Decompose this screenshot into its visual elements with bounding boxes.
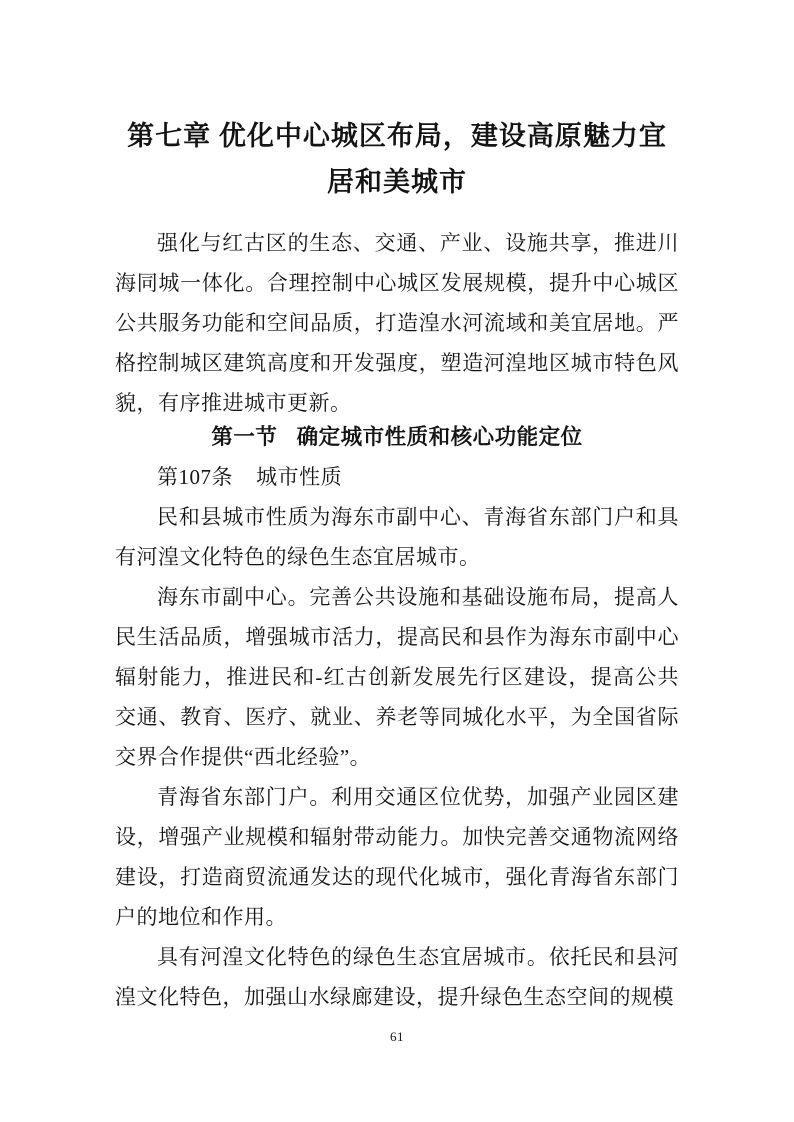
chapter-title: 第七章 优化中心城区布局，建设高原魅力宜居和美城市 <box>127 121 667 197</box>
section-title: 确定城市性质和核心功能定位 <box>296 425 583 449</box>
article-heading <box>115 457 679 497</box>
body-paragraph: 青海省东部门户。利用交通区位优势，加强产业园区建设，增强产业规模和辐射带动能力。加快完善交通物流网络建设，打造商贸流通发达的现代化城市，强化青海省东部门户的地位和作用。 <box>115 785 679 929</box>
section-heading <box>115 417 679 457</box>
intro-paragraph: 强化与红古区的生态、交通、产业、设施共享，推进川海同城一体化。合理控制中心城区发展规模，提升中心城区公共服务功能和空间品质，打造湟水河流域和美宜居地。严格控制城区建筑高度和开发强度，塑造河湟地区城市特色风貌，有序推进城市更新。 <box>115 231 679 415</box>
section-number: 第一节 <box>211 425 278 449</box>
article-title: 城市性质 <box>256 465 343 489</box>
page-footer <box>0 1028 794 1046</box>
body-paragraph: 具有河湟文化特色的绿色生态宜居城市。依托民和县河湟文化特色，加强山水绿廊建设，提升绿色生态空间的规模 <box>115 945 679 1009</box>
page-content <box>115 0 679 1017</box>
body-paragraph: 海东市副中心。完善公共设施和基础设施布局，提高人民生活品质，增强城市活力，提高民和县作为海东市副中心辐射能力，推进民和-红古创新发展先行区建设，提高公共交通、教育、医疗、就业、养老等同城化水平，为全国省际交界合作提供“西北经验”。 <box>115 585 679 769</box>
page-number: 61 <box>390 1029 404 1044</box>
article-number: 第107条 <box>157 465 233 489</box>
body-paragraph: 民和县城市性质为海东市副中心、青海省东部门户和具有河湟文化特色的绿色生态宜居城市。 <box>115 505 679 569</box>
